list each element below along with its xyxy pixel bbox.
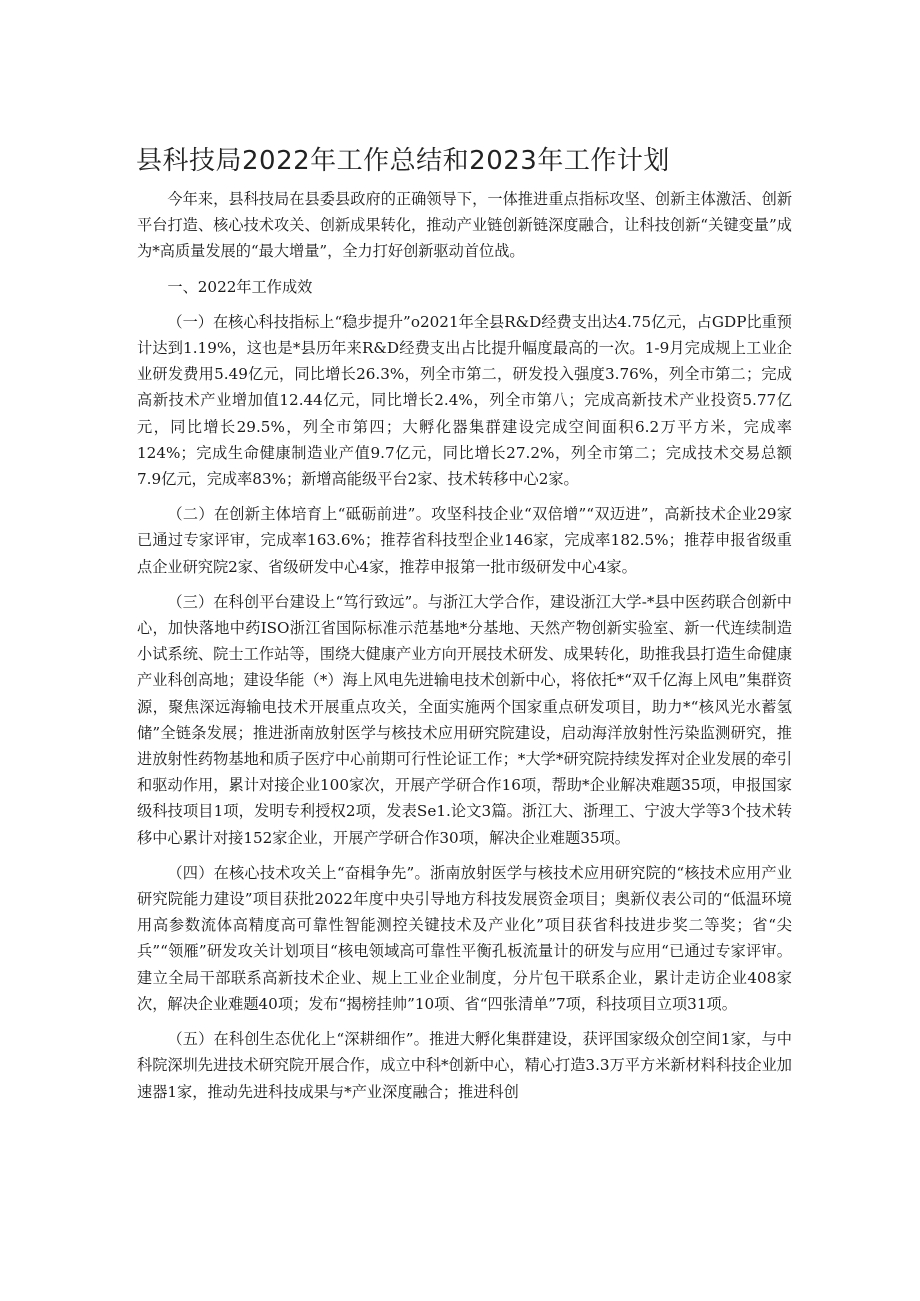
paragraph-innovation-entities: （二）在创新主体培育上“砥砺前进”。攻坚科技企业“双倍增”“双迈进”，高新技术企业29家已通过专家评审，完成率163.6%；推荐省科技型企业146家，完成率182.5%；推荐申报省级重点企业研究院2家、省级研发中心4家，推荐申报第一批市级研发中心4家。 xyxy=(137,505,792,576)
paragraph-core-indicators: （一）在核心科技指标上“稳步提升”o2021年全县R&D经费支出达4.75亿元，占GDP比重预计达到1.19%，这也是*县历年来R&D经费支出占比提升幅度最高的一次。1-9月完成规上工业企业研发费用5.49亿元，同比增长26.3%，列全市第二，研发投入强度3.76%，列全市第二；完成高新技术产业增加值12.44亿元，同比增长2.4%，列全市第八；完成高新技术产业投资5.77亿元，同比增长29.5%，列全市第四；大孵化器集群建设完成空间面积6.2万平方米，完成率124%；完成生命健康制造业产值9.7亿元，同比增长27.2%，列全市第二；完成技术交易总额7.9亿元，完成率83%；新增高能级平台2家、技术转移中心2家。 xyxy=(137,312,792,489)
intro-paragraph: 今年来，县科技局在县委县政府的正确领导下，一体推进重点指标攻坚、创新主体激活、创新平台打造、核心技术攻关、创新成果转化，推动产业链创新链深度融合，让科技创新“关键变量”成为*高质量发展的“最大增量”，全力打好创新驱动首位战。 xyxy=(137,190,792,261)
document-body xyxy=(137,186,792,1114)
document-title: 县科技局2022年工作总结和2023年工作计划 xyxy=(136,146,670,176)
section-heading: 一、2022年工作成效 xyxy=(167,277,313,296)
paragraph-platform-construction: （三）在科创平台建设上“笃行致远”。与浙江大学合作，建设浙江大学-*县中医药联合创新中心，加快落地中药ISO浙江省国际标准示范基地*分基地、天然产物创新实验室、新一代连续制造小试系统、院士工作站等，围绕大健康产业方向开展技术研发、成果转化，助推我县打造生命健康产业科创高地；建设华能（*）海上风电先进输电技术创新中心，将依托*“双千亿海上风电”集群资源，聚焦深远海输电技术开展重点攻关，全面实施两个国家重点研发项目，助力*“核风光水蓄氢储”全链条发展；推进浙南放射医学与核技术应用研究院建设，启动海洋放射性污染监测研究，推进放射性药物基地和质子医疗中心前期可行性论证工作；*大学*研究院持续发挥对企业发展的牵引和驱动作用，累计对接企业100家次，开展产学研合作16项，帮助*企业解决难题35项，申报国家级科技项目1项，发明专利授权2项，发表Se1.论文3篇。浙江大、浙理工、宁波大学等3个技术转移中心累计对接152家企业，开展产学研合作30项，解决企业难题35项。 xyxy=(137,592,792,847)
paragraph-core-technology: （四）在核心技术攻关上“奋楫争先”。浙南放射医学与核技术应用研究院的“核技术应用产业研究院能力建设”项目获批2022年度中央引导地方科技发展资金项目；奥新仪表公司的“低温环境用高参数流体高精度高可靠性智能测控关键技术及产业化”项目获省科技进步奖二等奖；省“尖兵”“领雁”研发攻关计划项目“核电领域高可靠性平衡孔板流量计的研发与应用“已通过专家评审。建立全局干部联系高新技术企业、规上工业企业制度，分片包干联系企业，累计走访企业408家次，解决企业难题40项；发布“揭榜挂帅”10项、省“四张清单”7项，科技项目立项31项。 xyxy=(137,863,792,1013)
paragraph-innovation-ecosystem: （五）在科创生态优化上“深耕细作”。推进大孵化集群建设，获评国家级众创空间1家，与中科院深圳先进技术研究院开展合作，成立中科*创新中心，精心打造3.3万平方米新材料科技企业加速器1家，推动先进科技成果与*产业深度融合；推进科创 xyxy=(137,1030,792,1101)
